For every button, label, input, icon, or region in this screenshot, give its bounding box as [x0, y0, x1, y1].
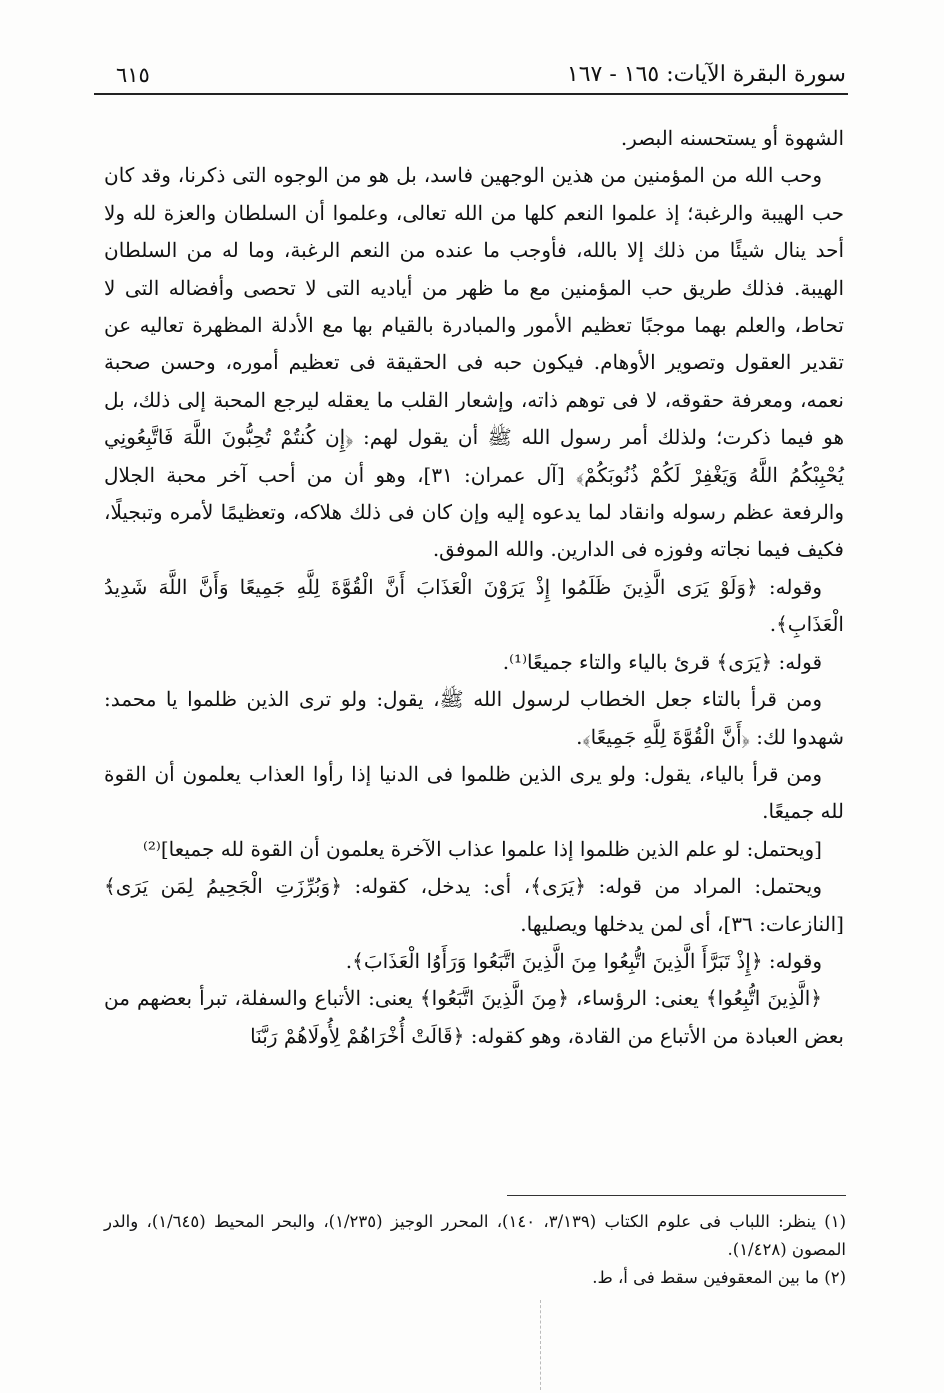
paragraph: وقوله: ﴿إِذْ تَبَرَّأَ الَّذِينَ اتُّبِعُوا مِنَ الَّذِينَ اتَّبَعُوا وَرَأَوُا الْعَذَابَ﴾. — [345, 948, 822, 973]
running-title: سورة البقرة الآيات: ١٦٥ - ١٦٧ — [566, 62, 846, 87]
scan-artifact — [540, 1300, 542, 1390]
footnote: (١) ينظر: اللباب فى علوم الكتاب (٣/١٣٩، ١٤٠)، المحرر الوجيز (١/٢٣٥)، والبحر المحيط (١/٦٤٥)، والدر المصون (١/٤٢٨). — [104, 1212, 846, 1259]
footnote-separator — [507, 1195, 846, 1196]
paragraph: وقوله: ﴿وَلَوْ يَرَى الَّذِينَ ظَلَمُوا إِذْ يَرَوْنَ الْعَذَابَ أَنَّ الْقُوَّةَ لِلَّهِ جَمِيعًا وَأَنَّ اللَّهَ شَدِيدُ الْعَذَابِ﴾. — [104, 574, 844, 637]
paragraph: قوله: ﴿يَرَى﴾ قرئ بالياء والتاء جميعًا⁽¹⁾. — [502, 649, 822, 674]
running-header — [100, 58, 846, 94]
paragraph: [ويحتمل: لو علم الذين ظلموا إذا علموا عذاب الآخرة يعلمون أن القوة لله جميعا]⁽²⁾ — [142, 836, 822, 861]
footnote: (٢) ما بين المعقوفين سقط فى أ، ط. — [592, 1268, 846, 1287]
header-rule — [94, 93, 848, 95]
paragraph: ويحتمل: المراد من قوله: ﴿يَرَى﴾، أى: يدخل، كقوله: ﴿وَبُرِّزَتِ الْجَحِيمُ لِمَن يَرَى﴾ [النازعات: ٣٦]، أى لمن يدخلها ويصليها. — [104, 874, 844, 936]
page-number: ٦١٥ — [116, 63, 150, 87]
paragraph: وحب الله من المؤمنين من هذين الوجهين فاسد، بل هو من الوجوه التى ذكرنا، وقد كان حب الهيبة والرغبة؛ إذ علموا النعم كلها من الله تعالى، وعلموا أن السلطان والعزة لله ولا أحد ينال شيئًا من ذلك إلا بالله، فأوجب ما عنده من النعم الرغبة، وما له من السلطان الهيبة. فذلك طريق حب المؤمنين مع ما ظهر من أياديه التى لا تحصى وأفضاله التى لا تحاط، والعلم بهما موجبًا تعظيم الأمور والمبادرة بالقيام بها مع الأدلة المظهرة تعاليه عن تقدير العقول وتصوير الأوهام. فيكون حبه فى الحقيقة فى تعظيم أموره، وحسن صحبة نعمه، ومعرفة حقوقه، لا فى توهم ذاته، وإشعار القلب ما يعقله ليرجع المحبة إلى ذلك، بل هو فيما ذكرت؛ ولذلك أمر رسول الله ﷺ أن يقول لهم: ﴿إِن كُنتُمْ تُحِبُّونَ اللَّهَ فَاتَّبِعُونِي يُحْبِبْكُمُ اللَّهُ وَيَغْفِرْ لَكُمْ ذُنُوبَكُمْ﴾ [آل عمران: ٣١]، وهو أن من أحب آخر محبة الجلال والرفعة عظم رسوله وانقاد لما يدعوه إليه وإن كان فى ذلك هلاكه، وتعظيمًا لأمره وتبجيلًا، فكيف فيما نجاته وفوزه فى الدارين. والله الموفق. — [104, 163, 844, 562]
paragraph: ومن قرأ بالتاء جعل الخطاب لرسول الله ﷺ، يقول: ولو ترى الذين ظلموا يا محمد: شهدوا لك: ﴿أَنَّ الْقُوَّةَ لِلَّهِ جَمِيعًا﴾. — [104, 687, 844, 749]
paragraph: الشهوة أو يستحسنه البصر. — [620, 126, 844, 150]
main-text — [104, 120, 844, 1055]
paragraph: ﴿الَّذِينَ اتُّبِعُوا﴾ يعنى: الرؤساء، ﴿مِنَ الَّذِينَ اتَّبَعُوا﴾ يعنى: الأتباع والسفلة، تبرأ بعضهم من بعض العبادة من الأتباع من القادة، وهو كقوله: ﴿قَالَتْ أُخْرَاهُمْ لِأُولَاهُمْ رَبَّنَا — [104, 986, 844, 1048]
paragraph: ومن قرأ بالياء، يقول: ولو يرى الذين ظلموا فى الدنيا إذا رأوا العذاب يعلمون أن القوة لله جميعًا. — [104, 761, 844, 824]
footnotes — [104, 1208, 846, 1292]
